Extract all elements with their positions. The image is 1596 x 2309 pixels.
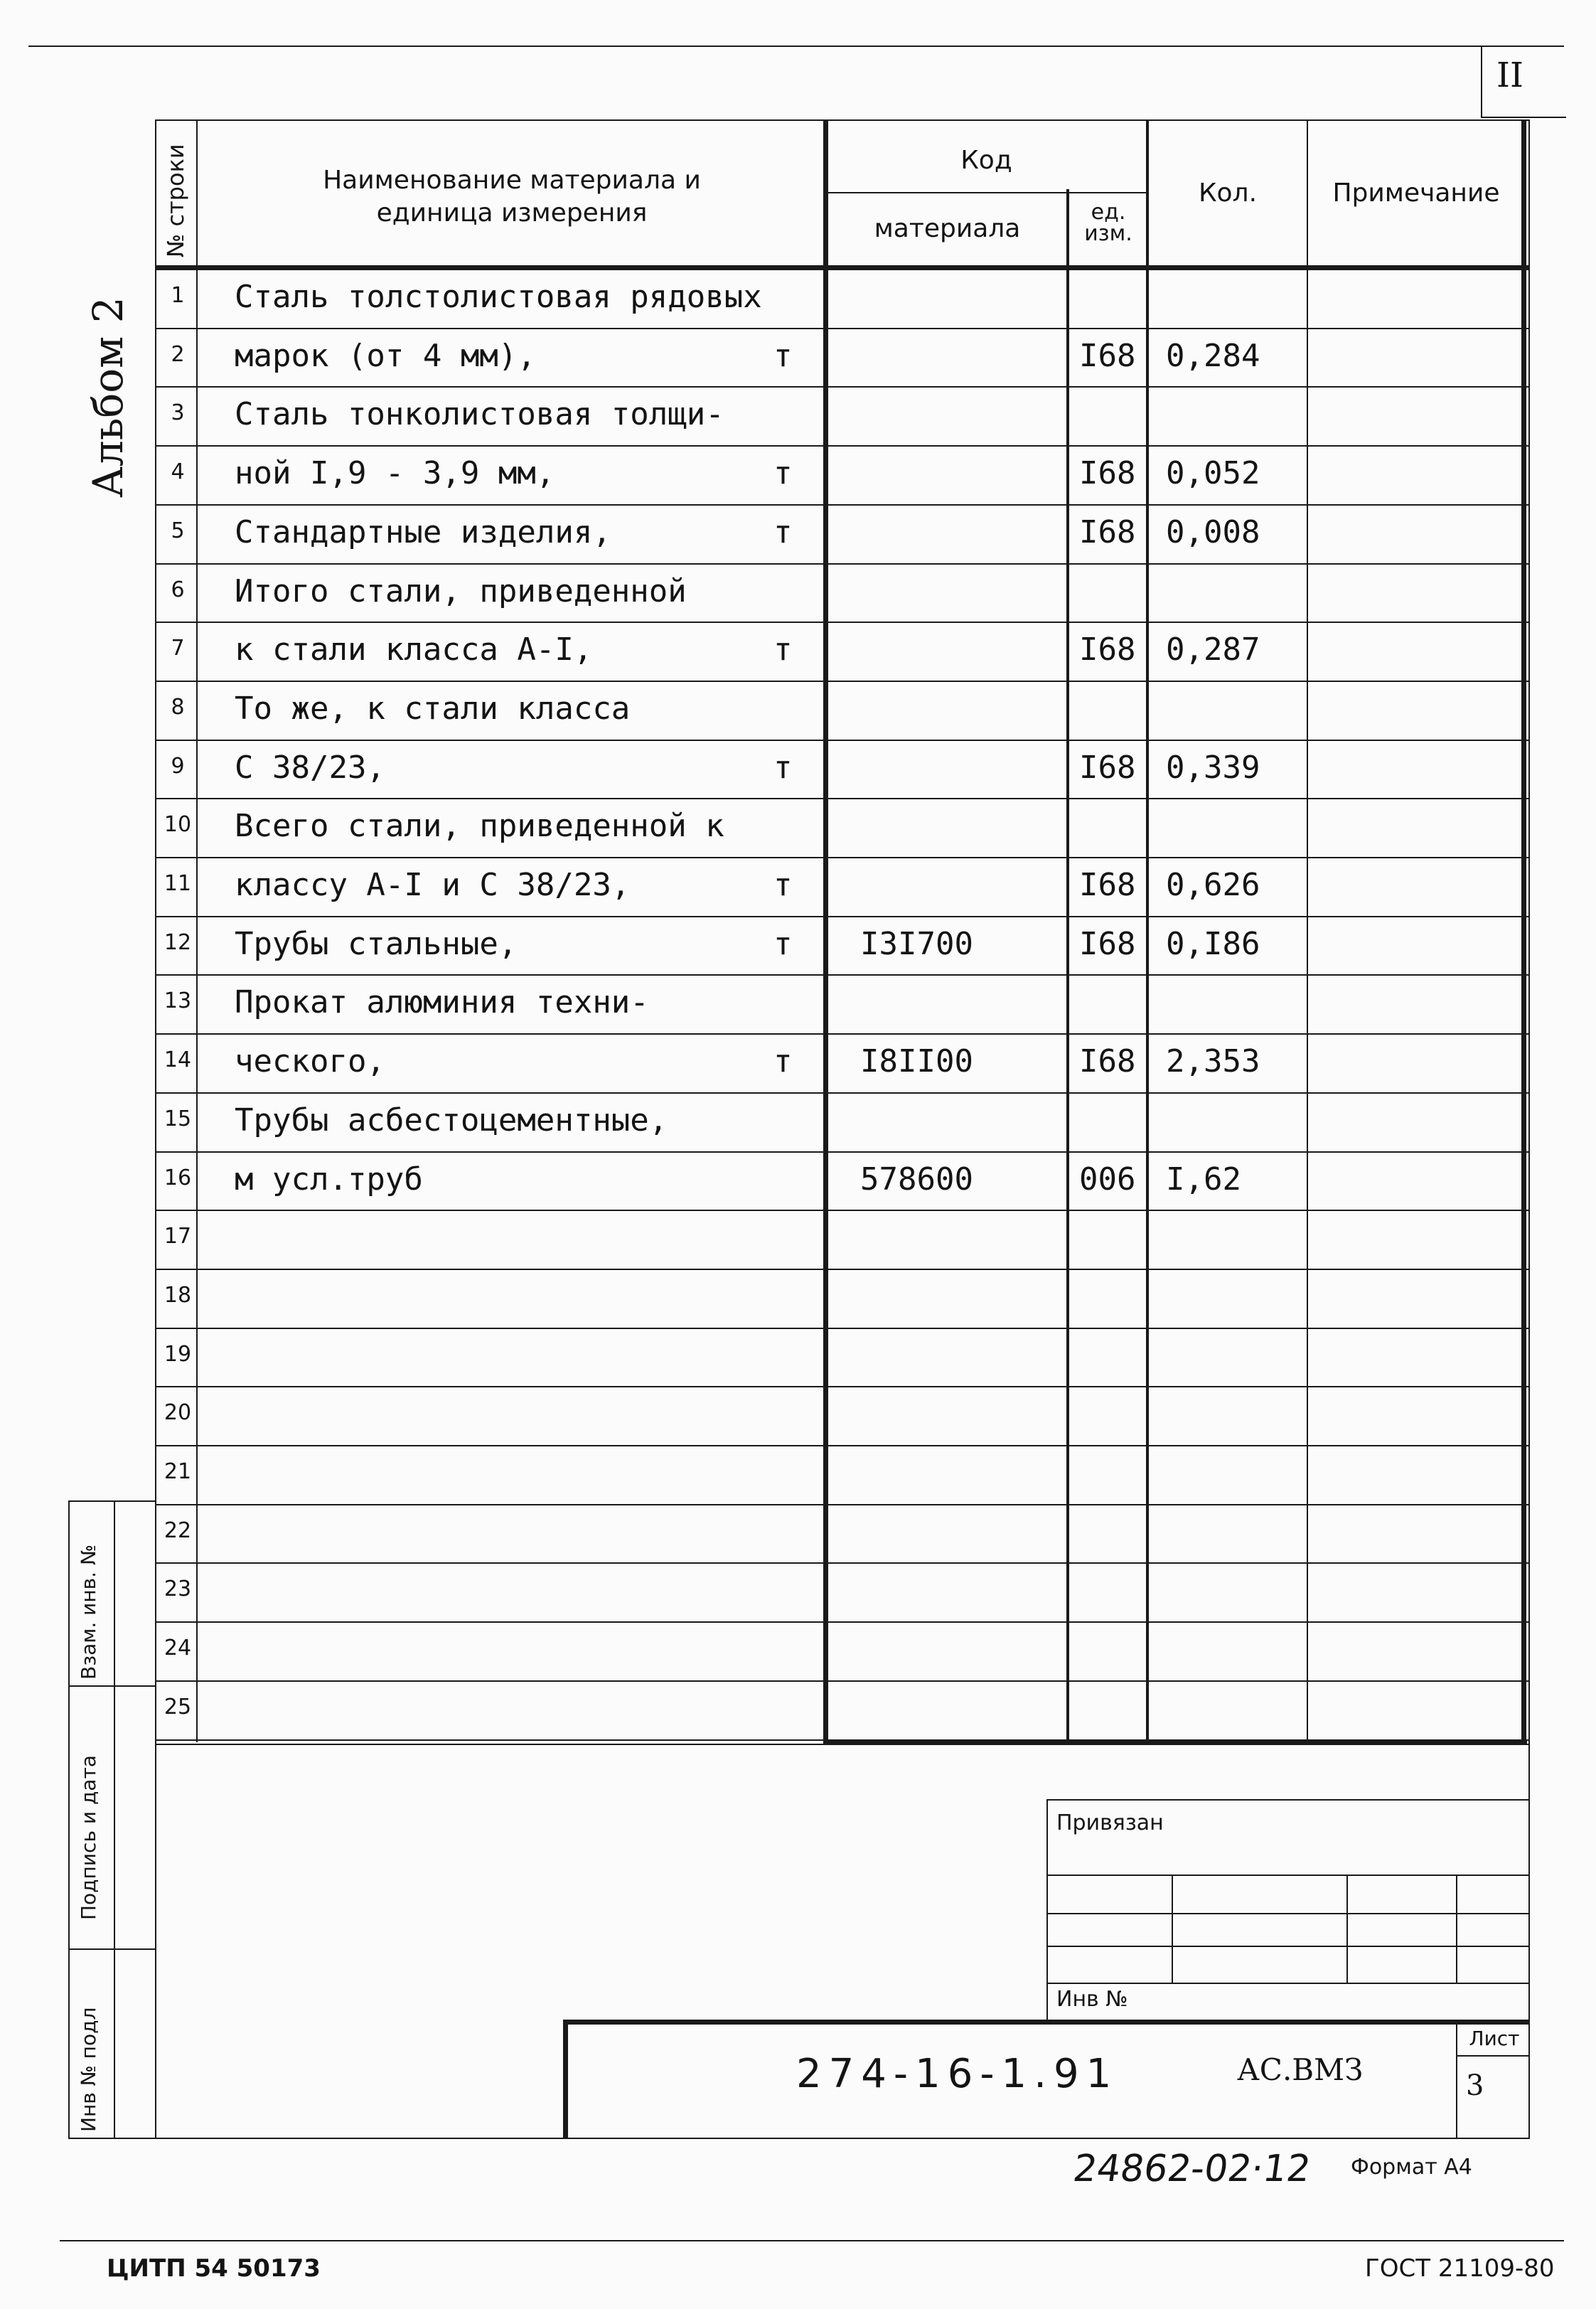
inv-no-label: Инв № <box>1056 1987 1128 2012</box>
side-stamp-line2 <box>68 1948 156 1950</box>
row-separator <box>155 1269 1530 1270</box>
row-name: классу А-I и С 38/23, <box>235 867 631 903</box>
sheet-number-box-bottom <box>1481 117 1566 118</box>
row-quantity: 0,339 <box>1166 749 1260 786</box>
row-number: 21 <box>164 1459 192 1484</box>
row-unit: т <box>773 455 793 492</box>
row-number: 17 <box>164 1224 192 1249</box>
row-quantity: 0,284 <box>1166 337 1260 374</box>
row-separator <box>155 1210 1530 1211</box>
frame-left-line <box>155 119 156 2139</box>
header-code: Код <box>960 146 1012 175</box>
row-separator <box>155 1386 1530 1387</box>
row-number: 13 <box>164 988 192 1014</box>
sheet-number-box-left <box>1481 46 1482 118</box>
row-quantity: I,62 <box>1166 1161 1241 1198</box>
title-main-left <box>563 2020 568 2139</box>
row-separator <box>155 328 1530 329</box>
header-name-line1: Наименование материала и <box>323 166 701 195</box>
sheet-number: 3 <box>1466 2069 1484 2102</box>
row-name: марок (от 4 мм), <box>235 337 536 374</box>
row-name: Прокат алюминия техни- <box>235 984 649 1021</box>
side-stamp-bottom <box>68 2138 156 2139</box>
handwritten-number: 24862-02·12 <box>1070 2148 1314 2190</box>
row-number: 11 <box>164 871 192 896</box>
bound-grid-line1 <box>1046 1875 1530 1876</box>
sheet-label: Лист <box>1469 2027 1520 2050</box>
row-separator <box>155 1621 1530 1623</box>
row-quantity: 0,008 <box>1166 513 1260 550</box>
album-label: Альбом 2 <box>84 297 132 498</box>
row-number: 24 <box>164 1636 192 1661</box>
row-unit-code: I68 <box>1079 337 1136 374</box>
bound-box-left <box>1046 1799 1048 2021</box>
row-quantity: 2,353 <box>1166 1043 1260 1080</box>
row-unit-code: I68 <box>1079 925 1136 962</box>
row-material-code: I8II00 <box>860 1043 973 1080</box>
side-signature-date: Подпись и дата <box>77 1755 100 1920</box>
row-unit-code: I68 <box>1079 749 1136 786</box>
doc-code: АС.ВМЗ <box>1237 2052 1364 2087</box>
row-number: 8 <box>171 694 185 720</box>
row-quantity: 0,626 <box>1166 867 1260 903</box>
col-rownum-divider <box>196 119 198 1742</box>
row-number: 4 <box>171 459 185 485</box>
row-name: Трубы стальные, <box>235 925 518 962</box>
row-separator <box>155 916 1530 917</box>
bound-grid-v2 <box>1346 1875 1348 1983</box>
row-separator <box>155 445 1530 447</box>
row-number: 10 <box>164 812 192 838</box>
row-name: Всего стали, приведенной к <box>235 808 724 845</box>
table-bottom-line <box>155 1744 1530 1745</box>
row-number: 22 <box>164 1518 192 1543</box>
side-inv-original: Инв № подл <box>77 2007 100 2132</box>
row-separator <box>155 386 1530 388</box>
footer-line <box>60 2240 1564 2241</box>
top-border-line <box>28 46 1564 47</box>
row-quantity: 0,052 <box>1166 455 1260 492</box>
title-main-top <box>563 2020 1530 2025</box>
row-unit: т <box>773 749 793 786</box>
row-number: 23 <box>164 1577 192 1602</box>
row-unit: т <box>773 337 793 374</box>
bound-grid-line3 <box>1046 1946 1530 1947</box>
frame-right-line <box>1528 119 1530 2139</box>
row-separator <box>155 1092 1530 1094</box>
row-name: к стали класса А-I, <box>235 631 593 668</box>
bound-box-top <box>1046 1799 1530 1801</box>
row-name: Стандартные изделия, <box>235 513 611 550</box>
bound-grid-line4 <box>1046 1983 1530 1984</box>
header-note: Примечание <box>1332 178 1500 208</box>
row-unit: т <box>773 925 793 962</box>
row-number: 25 <box>164 1694 192 1719</box>
col-material-divider <box>1066 189 1069 1742</box>
row-separator <box>155 798 1530 799</box>
row-name: Итого стали, приведенной <box>235 572 687 609</box>
row-number: 5 <box>171 518 185 543</box>
row-separator <box>155 1328 1530 1329</box>
footer-left: ЦИТП 54 50173 <box>107 2254 321 2283</box>
footer-right: ГОСТ 21109-80 <box>1365 2254 1555 2283</box>
row-name: С 38/23, <box>235 749 385 786</box>
row-separator <box>155 857 1530 858</box>
row-unit-code: I68 <box>1079 631 1136 668</box>
row-unit-code: I68 <box>1079 867 1136 903</box>
row-quantity: 0,I86 <box>1166 925 1260 962</box>
row-number: 9 <box>171 753 185 779</box>
row-separator <box>155 622 1530 623</box>
row-number: 14 <box>164 1047 192 1073</box>
row-separator <box>155 504 1530 506</box>
row-material-code: I3I700 <box>860 925 973 962</box>
frame-bottom-line <box>155 2138 1530 2139</box>
row-separator <box>155 1033 1530 1035</box>
row-number: 12 <box>164 929 192 955</box>
row-number: 2 <box>171 341 185 367</box>
bound-grid-line2 <box>1046 1913 1530 1914</box>
row-separator <box>155 1151 1530 1153</box>
row-separator <box>155 563 1530 565</box>
bound-grid-v1 <box>1172 1875 1173 1983</box>
row-unit: т <box>773 1043 793 1080</box>
side-stamp-left <box>68 1500 70 2139</box>
row-number: 19 <box>164 1341 192 1367</box>
row-number: 3 <box>171 400 185 426</box>
row-number: 15 <box>164 1106 192 1131</box>
row-separator <box>155 740 1530 741</box>
col-note-right-border <box>1521 119 1526 1742</box>
row-number: 20 <box>164 1400 192 1426</box>
row-number: 18 <box>164 1282 192 1308</box>
row-material-code: 578600 <box>860 1161 973 1198</box>
side-replaced-inv: Взам. инв. № <box>77 1544 100 1680</box>
row-name: Трубы асбестоцементные, <box>235 1102 668 1138</box>
header-name-line2: единица измерения <box>376 198 648 228</box>
table-top-line <box>155 119 1530 121</box>
sheet-top-number: II <box>1496 55 1523 95</box>
code-subheader-line <box>823 192 1147 193</box>
col-unit-divider <box>1146 119 1149 1742</box>
header-quantity: Кол. <box>1198 178 1258 208</box>
row-unit-code: 006 <box>1079 1161 1136 1198</box>
header-code-unit-1: ед. <box>1091 200 1126 225</box>
row-unit-code: I68 <box>1079 455 1136 492</box>
row-separator <box>155 974 1530 976</box>
row-unit-code: I68 <box>1079 513 1136 550</box>
side-stamp-top <box>68 1500 156 1502</box>
row-name: Сталь толстолистовая рядовых <box>235 279 762 315</box>
header-code-material: материала <box>874 214 1021 243</box>
row-name: То же, к стали класса <box>235 690 631 727</box>
bound-to-label: Привязан <box>1056 1811 1164 1835</box>
row-name: м усл.труб <box>235 1161 423 1198</box>
header-row-number: № строки <box>162 144 189 257</box>
row-separator <box>155 1562 1530 1564</box>
header-bottom-line <box>155 265 1530 270</box>
title-sheet-left <box>1456 2020 1457 2139</box>
row-number: 16 <box>164 1165 192 1190</box>
col-name-divider <box>823 119 828 1742</box>
row-separator <box>155 1445 1530 1446</box>
doc-number: 274-16-1.91 <box>796 2051 1119 2097</box>
row-name: Сталь тонколистовая толщи- <box>235 396 724 433</box>
row-unit-code: I68 <box>1079 1043 1136 1080</box>
row-number: 7 <box>171 636 185 661</box>
row-separator <box>155 681 1530 682</box>
bound-grid-v3 <box>1456 1875 1457 1983</box>
row-unit: т <box>773 867 793 903</box>
row-unit: т <box>773 631 793 668</box>
row-number: 6 <box>171 577 185 602</box>
side-stamp-line1 <box>68 1685 156 1687</box>
title-sheet-divider <box>1456 2055 1530 2057</box>
row-name: ческого, <box>235 1043 385 1080</box>
format-label: Формат А4 <box>1351 2155 1472 2180</box>
row-number: 1 <box>171 283 185 308</box>
row-separator <box>155 1680 1530 1682</box>
col-qty-divider <box>1307 119 1308 1742</box>
row-name: ной I,9 - 3,9 мм, <box>235 455 555 492</box>
header-code-unit-2: изм. <box>1084 221 1132 246</box>
row-unit: т <box>773 513 793 550</box>
side-stamp-divider <box>114 1500 115 2139</box>
row-quantity: 0,287 <box>1166 631 1260 668</box>
row-separator <box>155 1504 1530 1505</box>
